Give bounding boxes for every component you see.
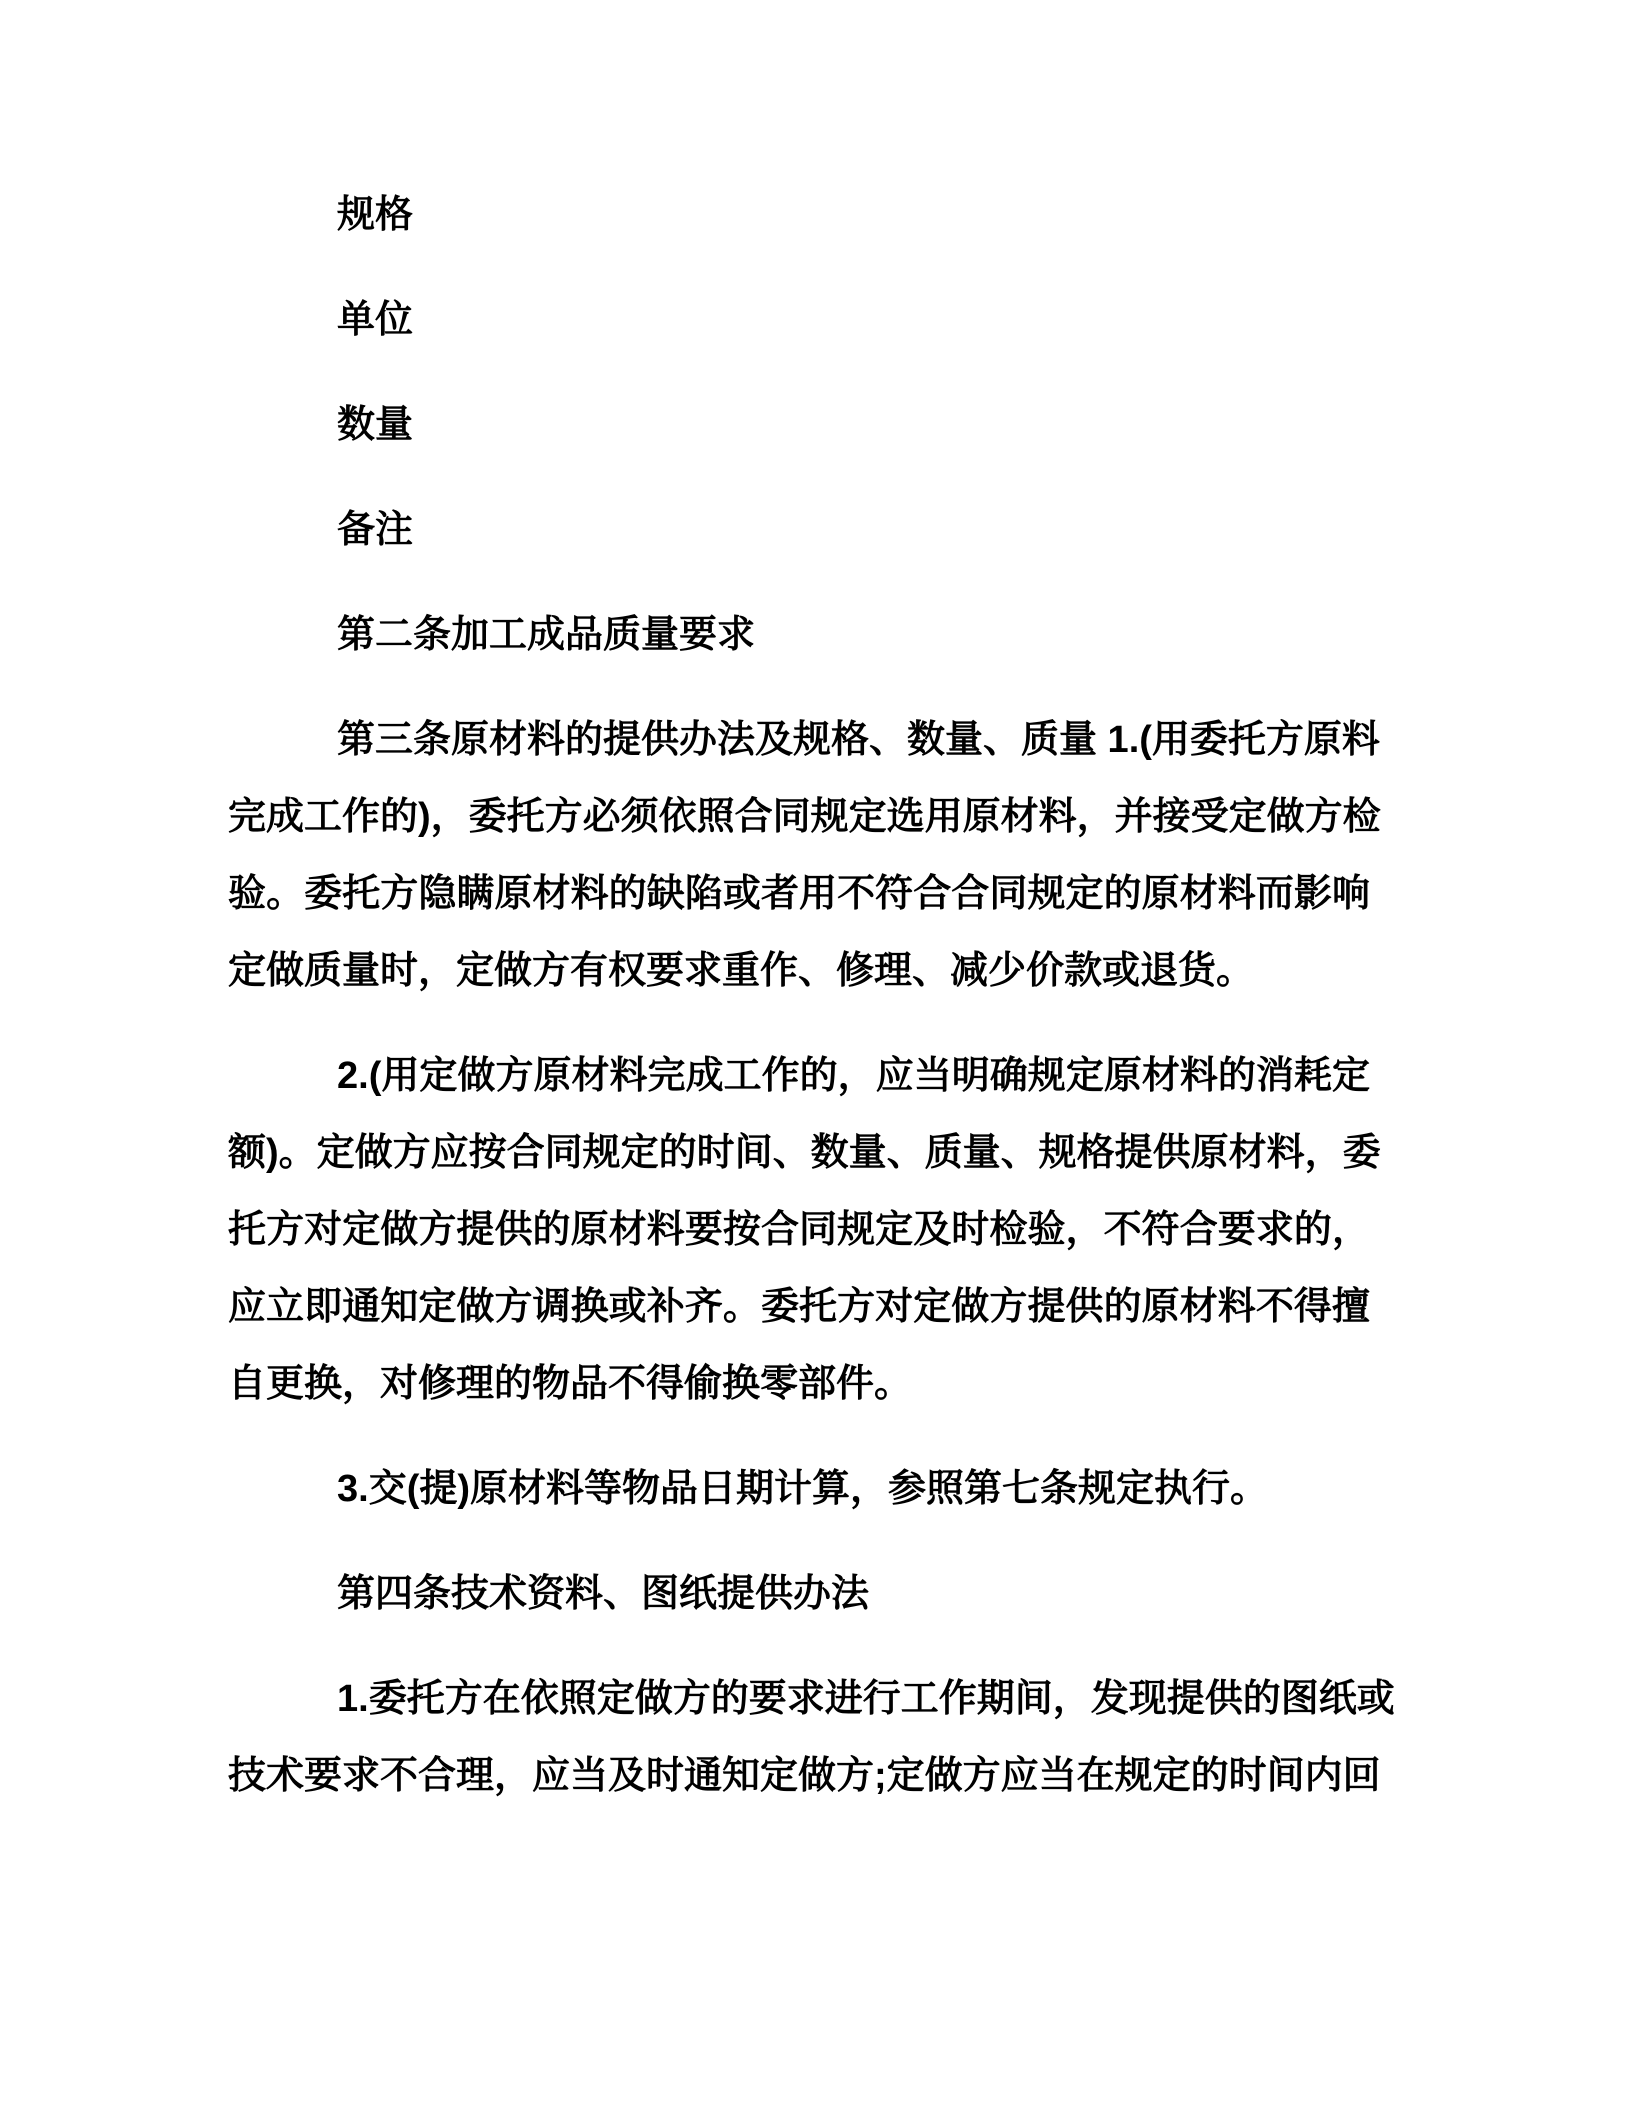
form-field-labels — [228, 177, 1370, 254]
clause-3-item-3: 3.交(提)原材料等物品日期计算，参照第七条规定执行。 — [337, 1468, 1269, 1510]
clause-3-item-1-line-1: 第三条原材料的提供办法及规格、数量、质量 1.(用委托方原料 — [337, 719, 1380, 761]
clause-3-item-1-line-2: 完成工作的)，委托方必须依照合同规定选用原材料，并接受定做方检 — [228, 796, 1381, 838]
field-label-unit: 单位 — [337, 299, 414, 341]
clause-3-item-1 — [228, 702, 1381, 1010]
clause-3-item-1-line-4: 定做质量时，定做方有权要求重作、修理、减少价款或退货。 — [228, 950, 1255, 992]
clause-4-item-1 — [228, 1661, 1395, 1815]
clause-4-item-1-line-1: 1.委托方在依照定做方的要求进行工作期间，发现提供的图纸或 — [337, 1678, 1395, 1720]
clause-3-item-2-line-2: 额)。定做方应按合同规定的时间、数量、质量、规格提供原材料，委 — [228, 1132, 1381, 1174]
field-label-remarks: 备注 — [337, 509, 414, 551]
clause-3-item-2 — [228, 1038, 1381, 1423]
clause-3-item-2-line-3: 托方对定做方提供的原材料要按合同规定及时检验，不符合要求的， — [228, 1209, 1370, 1251]
clause-4-item-1-line-2: 技术要求不合理，应当及时通知定做方;定做方应当在规定的时间内回 — [228, 1755, 1381, 1797]
clause-4-heading: 第四条技术资料、图纸提供办法 — [337, 1573, 870, 1615]
clause-2-heading: 第二条加工成品质量要求 — [337, 614, 756, 656]
clause-3-item-2-line-4: 应立即通知定做方调换或补齐。委托方对定做方提供的原材料不得擅 — [228, 1286, 1370, 1328]
clause-3-item-1-line-3: 验。委托方隐瞒原材料的缺陷或者用不符合合同规定的原材料而影响 — [228, 873, 1370, 915]
clause-3-item-2-line-1: 2.(用定做方原材料完成工作的，应当明确规定原材料的消耗定 — [337, 1055, 1370, 1097]
clause-3-item-2-line-5: 自更换，对修理的物品不得偷换零部件。 — [228, 1363, 913, 1405]
field-label-quantity: 数量 — [337, 404, 414, 446]
field-label-spec: 规格 — [337, 194, 414, 236]
